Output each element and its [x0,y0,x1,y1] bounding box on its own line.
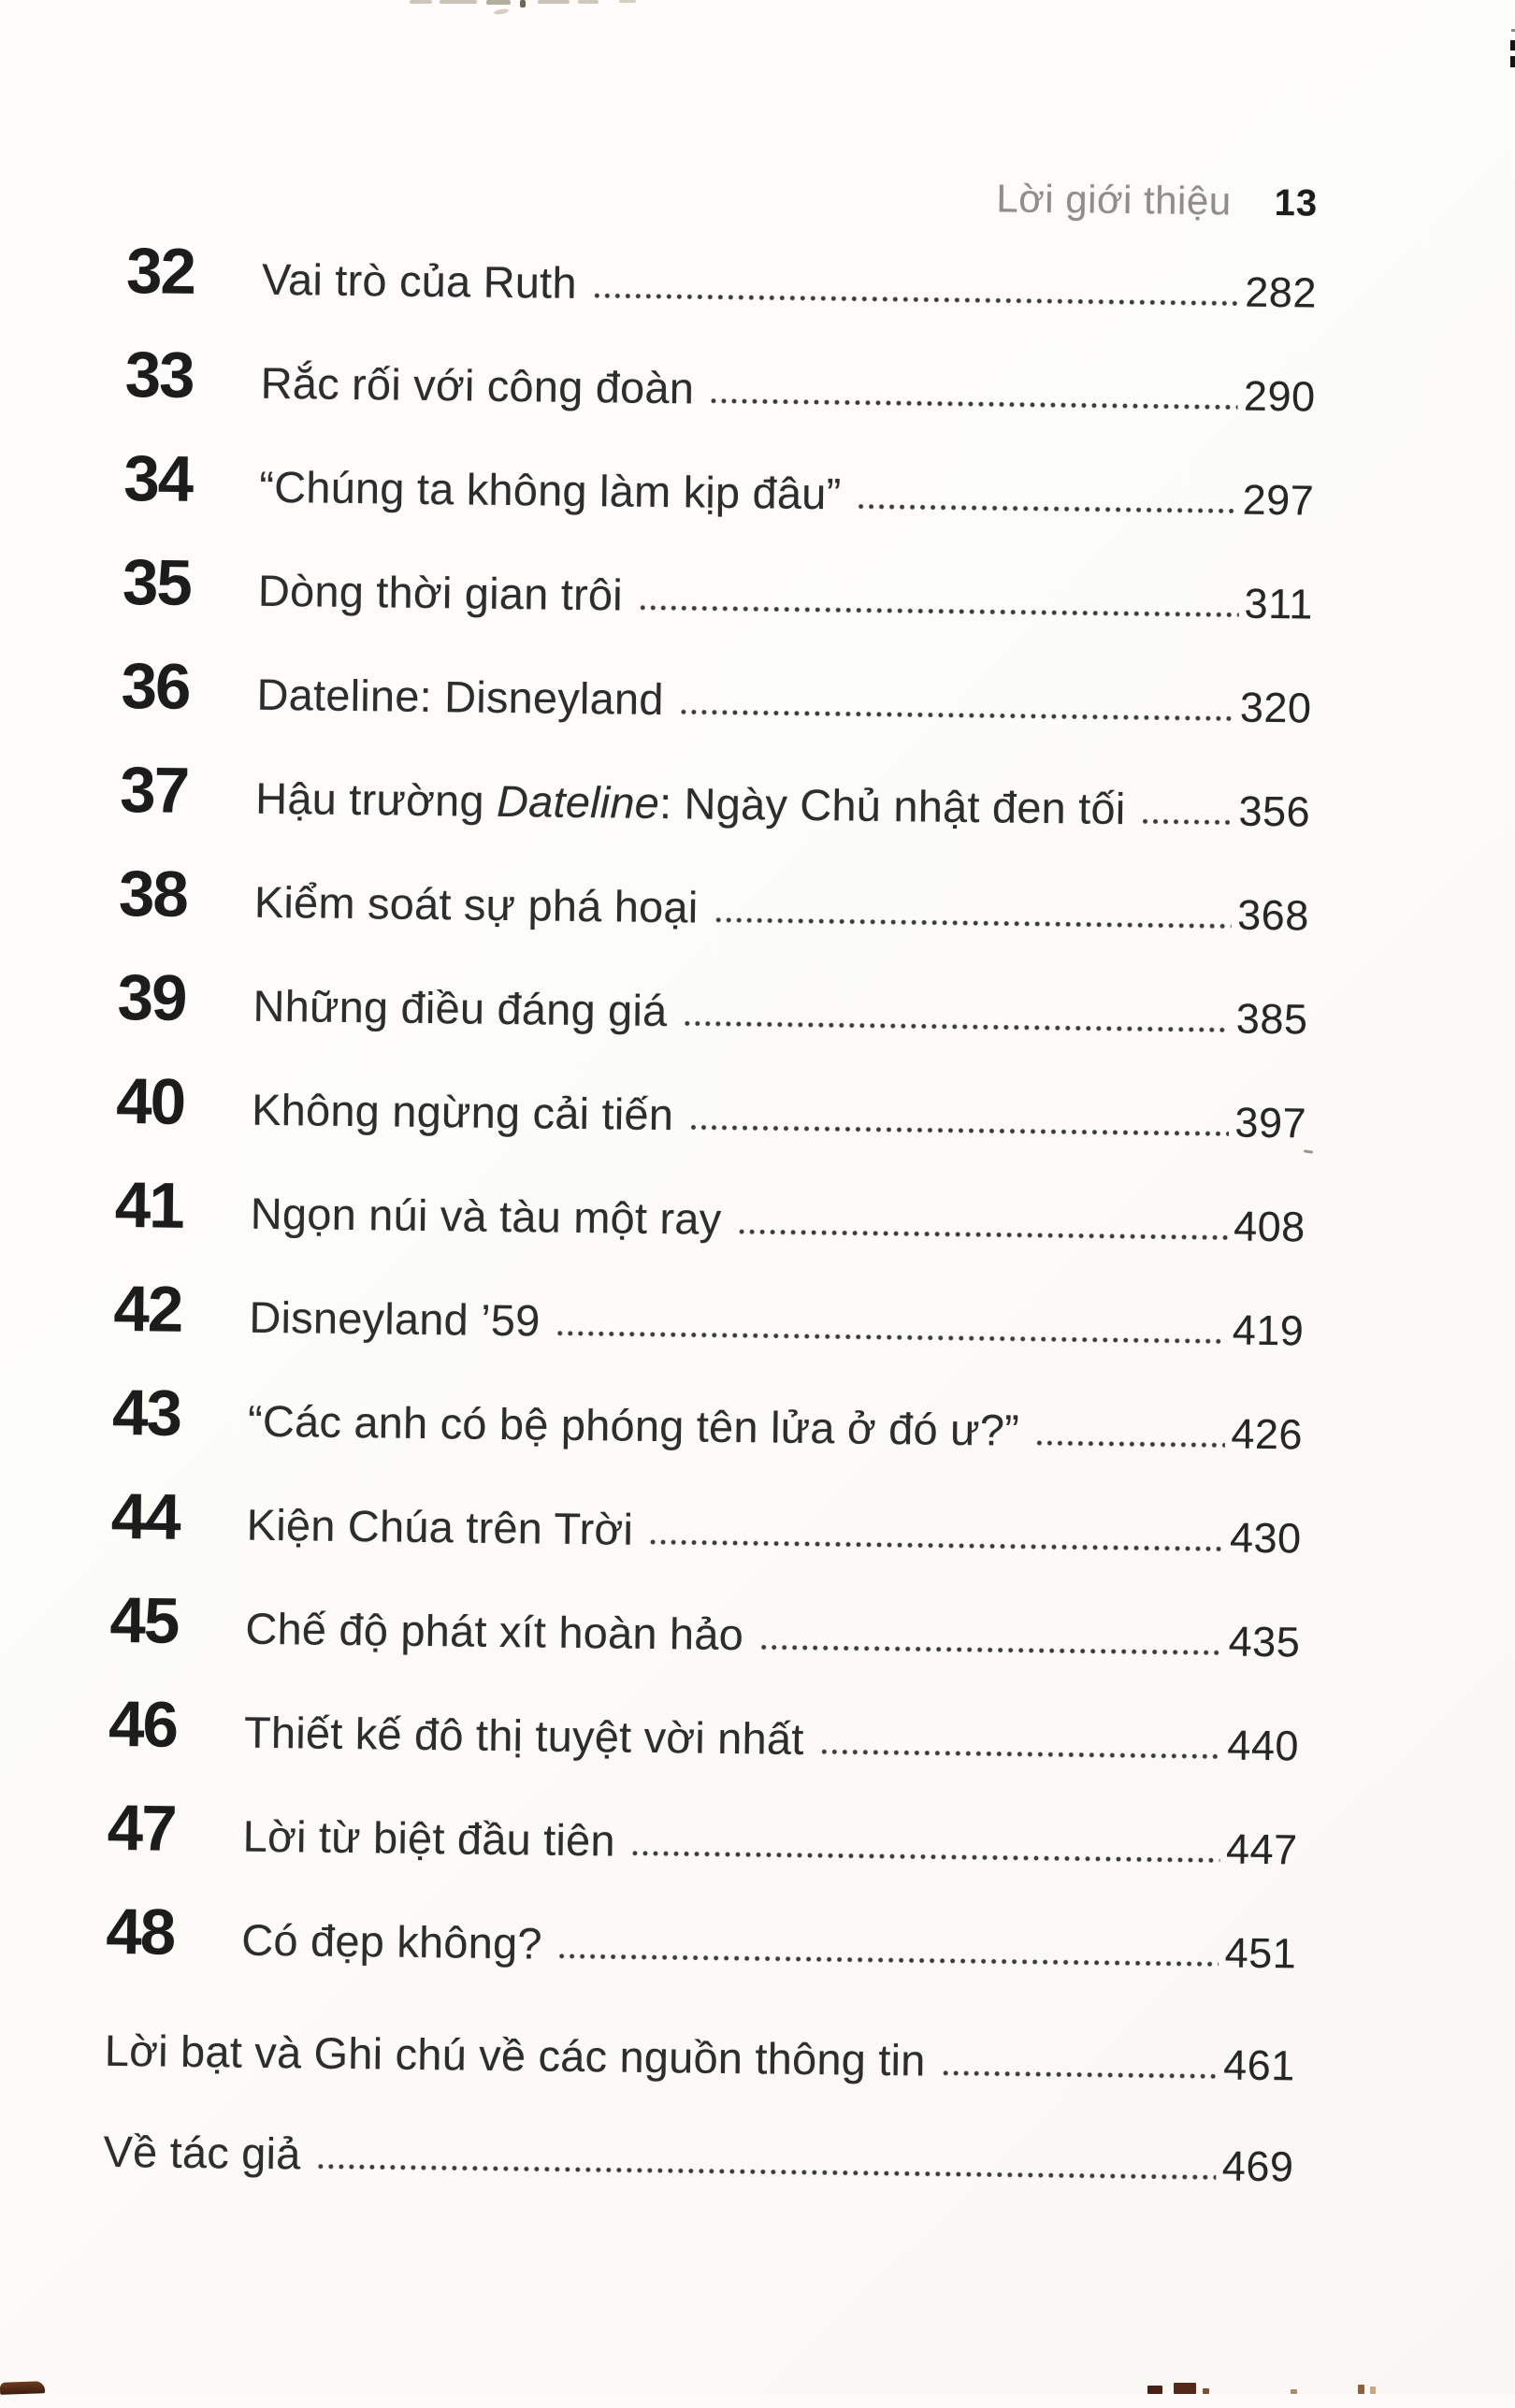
chapter-title-segment: Chế độ phát xít hoàn hảo [245,1603,744,1660]
page-number: 469 [1221,2141,1294,2191]
bottom-edge-artifact [1358,2385,1364,2394]
bottom-edge-artifact [1203,2388,1209,2394]
chapter-number: 47 [107,1791,177,1865]
toc-entry-row [122,545,1314,669]
running-header [996,176,1319,224]
running-header-page-number: 13 [1274,181,1319,224]
dot-leader [758,1644,1223,1655]
chapter-title [256,669,664,725]
dot-leader [592,293,1240,306]
toc-entry-row [107,1791,1298,1914]
dot-leader [713,917,1232,930]
chapter-title [260,357,695,413]
chapter-number: 32 [125,235,195,308]
chapter-number: 44 [110,1479,180,1553]
toc-entry-row [118,857,1310,980]
chapter-number: 42 [113,1272,182,1346]
chapter-number: 35 [122,545,192,619]
page-number: 385 [1235,994,1308,1044]
top-edge-artifact [578,0,599,4]
chapter-title-segment: Rắc rối với công đoàn [260,357,695,413]
chapter-number: 33 [124,338,194,411]
page-number: 426 [1231,1409,1304,1459]
dot-leader [736,1229,1228,1240]
dot-leader [856,504,1236,514]
chapter-title [252,980,668,1036]
chapter-title-segment: Thiết kế đô thị tuyệt vời nhất [243,1707,804,1764]
bottom-left-corner-artifact [0,2381,45,2395]
toc-entry-row [115,1064,1307,1188]
page-number: 320 [1239,683,1312,732]
toc-entry-row [117,960,1308,1084]
chapter-number: 39 [117,960,186,1034]
page-number: 430 [1229,1513,1302,1563]
dot-leader [1140,818,1233,825]
bottom-edge-artifact [1370,2386,1376,2394]
top-edge-artifact [619,0,636,3]
chapter-title-segment: Dateline: Disneyland [256,669,664,725]
bottom-edge-artifact [1291,2389,1297,2394]
toc-entry-row [125,235,1318,357]
dot-leader [688,1124,1229,1136]
chapter-number: 40 [115,1064,185,1138]
chapter-number: 36 [121,649,190,723]
chapter-title [257,565,624,620]
chapter-title-segment: Về tác giả [103,2126,301,2179]
page-number: 311 [1244,579,1314,628]
chapter-title [103,2126,301,2179]
page-number: 290 [1243,371,1316,421]
chapter-number: 45 [109,1583,179,1657]
page-number: 447 [1225,1824,1298,1874]
dot-leader [682,1020,1230,1032]
page-number: 297 [1242,475,1315,525]
chapter-title [243,1707,804,1764]
dot-leader [555,1331,1226,1345]
dot-leader [648,1539,1224,1552]
page-number: 356 [1238,786,1311,836]
chapter-title-segment: Không ngừng cải tiến [251,1084,674,1140]
dot-leader [1034,1440,1226,1448]
chapter-title [104,2025,926,2085]
chapter-title-segment: Hậu trường [254,772,498,826]
chapter-title-segment: Những điều đáng giá [252,980,668,1036]
page-number: 451 [1224,1928,1297,1978]
chapter-title-segment: Có đẹp không? [241,1914,543,1968]
chapter-title-segment: Kiểm soát sự phá hoại [253,876,699,932]
chapter-title [261,253,578,308]
toc-entry-row [105,1895,1297,2018]
toc-entry-row [124,338,1316,461]
dot-leader [709,398,1238,411]
chapter-number: 41 [114,1168,184,1242]
chapter-title-segment: Lời từ biệt đầu tiên [242,1810,616,1866]
page-number: 368 [1236,890,1310,940]
right-edge-artifact [1510,56,1515,67]
dot-leader [630,1851,1220,1864]
chapter-title [247,1395,1020,1455]
chapter-title-segment: Disneyland ’59 [249,1291,541,1346]
toc-entry-row [123,441,1315,565]
toc-entry-row [110,1479,1302,1603]
chapter-title-segment: Lời bạt và Ghi chú về các nguồn thông tin [104,2025,926,2085]
top-edge-artifact [520,0,526,7]
toc-back-matter-row [103,2126,1294,2245]
chapter-title [254,772,1126,834]
chapter-title [253,876,699,932]
chapter-title-segment: : Ngày Chủ nhật đen tối [658,778,1126,834]
chapter-number: 43 [111,1376,181,1449]
top-edge-artifact [410,0,432,4]
chapter-number: 46 [108,1687,178,1761]
chapter-title-segment: Dòng thời gian trôi [257,565,624,620]
toc-entry-row [109,1583,1301,1707]
toc-entry-row [114,1168,1306,1291]
top-edge-artifact [538,0,570,4]
chapter-title [249,1291,541,1346]
dot-leader [315,2164,1216,2181]
page-number: 461 [1222,2040,1296,2090]
toc-list [103,235,1318,2244]
toc-entry-row [113,1272,1305,1395]
right-edge-artifact [1511,29,1515,32]
toc-entry-row [111,1376,1304,1499]
dot-leader [638,605,1239,618]
dot-leader [818,1749,1221,1759]
chapter-title-segment: Vai trò của Ruth [261,253,578,308]
chapter-number: 37 [119,753,189,827]
page-number: 282 [1245,267,1318,317]
chapter-title [242,1810,616,1866]
top-edge-artifact [440,0,477,4]
chapter-title-segment: Kiện Chúa trên Trời [246,1499,634,1554]
page-number: 419 [1232,1305,1305,1355]
chapter-title-segment: Ngọn núi và tàu một ray [250,1188,722,1244]
dot-leader [678,709,1234,721]
toc-entry-row [108,1687,1300,1810]
dot-leader [940,2070,1218,2080]
chapter-title [258,461,842,519]
running-header-section: Lời giới thiệu [996,176,1232,223]
chapter-number: 38 [118,857,188,930]
page-number: 408 [1233,1202,1306,1251]
chapter-title-segment: “Các anh có bệ phóng tên lửa ở đó ư?” [247,1395,1020,1455]
dot-leader [557,1954,1219,1968]
chapter-title [245,1603,744,1660]
chapter-title-italic-segment: Dateline [496,775,660,829]
bottom-edge-artifact [1147,2386,1162,2394]
page-number: 397 [1234,1098,1307,1147]
chapter-number: 34 [123,441,193,515]
page-number: 440 [1227,1721,1300,1770]
chapter-title [251,1084,674,1140]
right-edge-artifact [1510,40,1515,50]
chapter-title [246,1499,634,1554]
page-content [100,0,1320,2408]
toc-entry-row [121,649,1312,772]
chapter-number: 48 [105,1895,175,1968]
top-edge-artifact [486,0,511,5]
bottom-edge-artifact [1174,2383,1196,2394]
chapter-title [250,1188,722,1244]
chapter-title [241,1914,543,1968]
chapter-title-segment: “Chúng ta không làm kịp đâu” [258,461,842,519]
page-number: 435 [1228,1617,1301,1666]
toc-back-matter-row [104,2025,1296,2144]
toc-entry-row [119,753,1311,876]
